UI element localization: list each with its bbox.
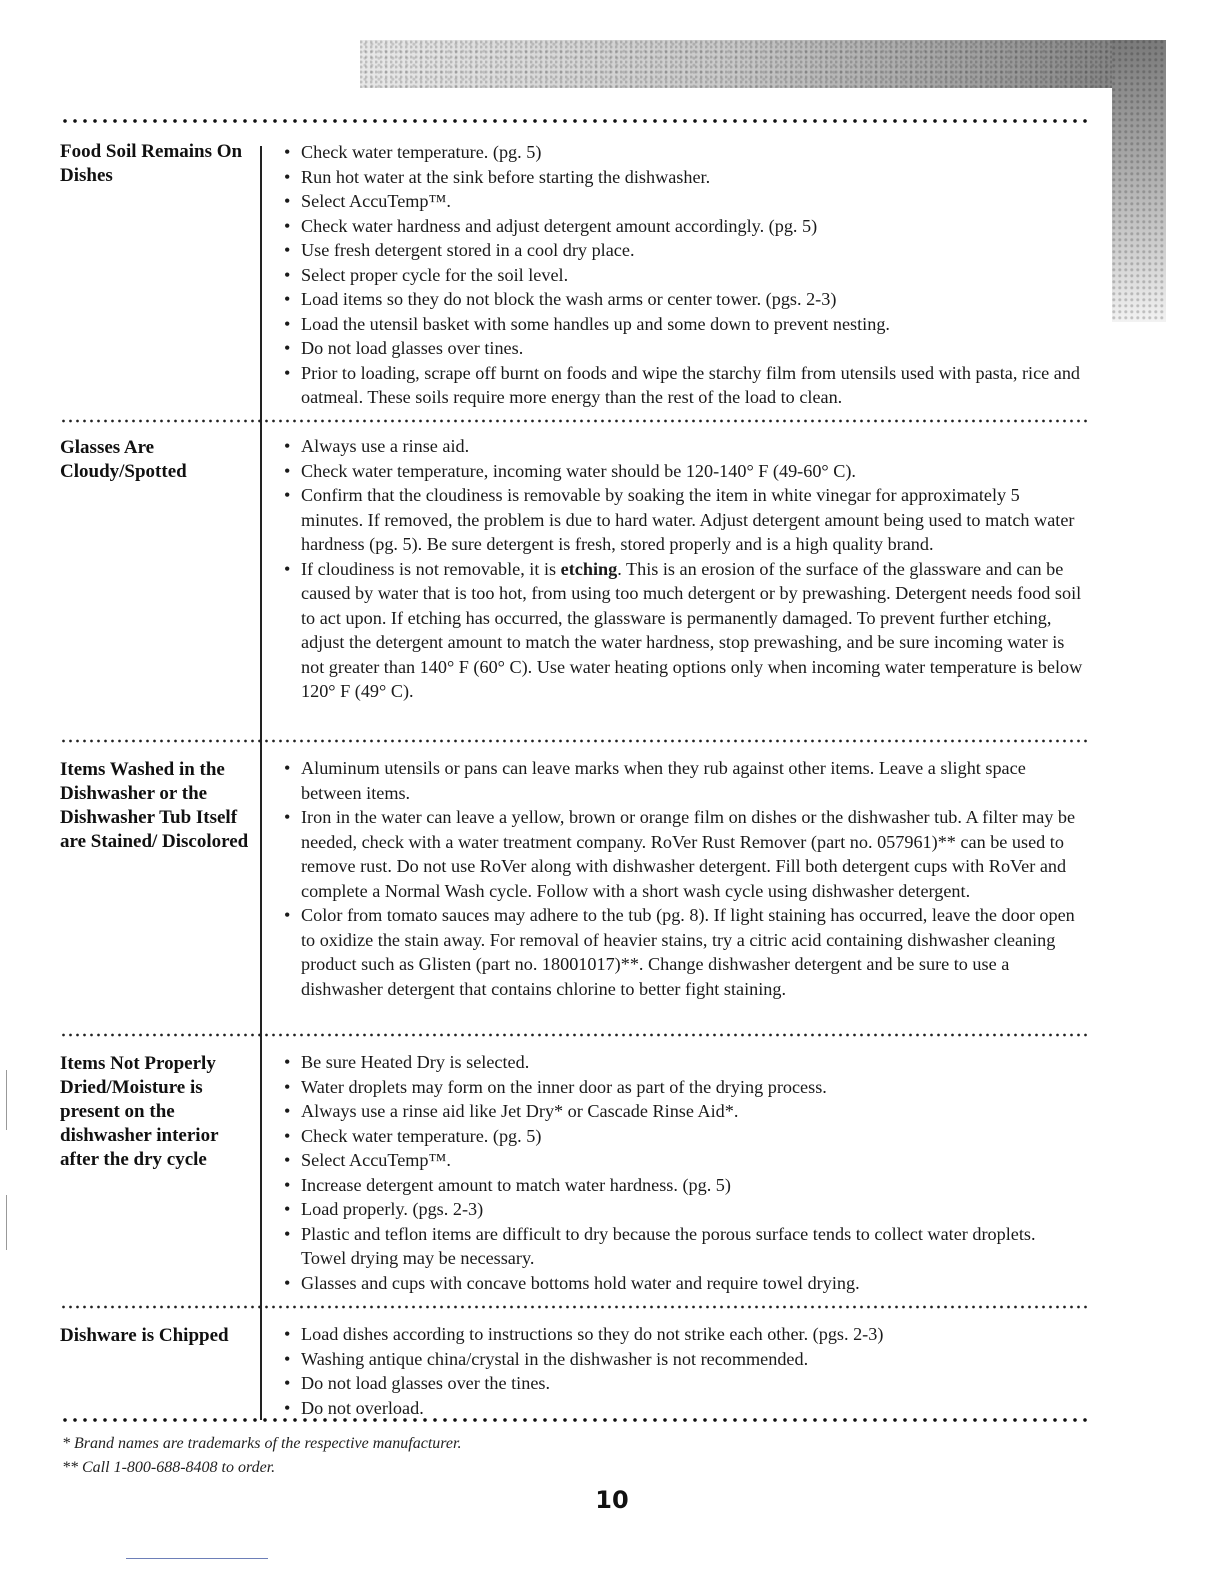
column-divider bbox=[260, 146, 262, 1420]
section-list-glasses-cloudy bbox=[284, 434, 1084, 704]
section-heading-stained-items: Items Washed in the Dishwasher or the Dishwasher Tub Itself are Stained/ Discolored bbox=[60, 759, 249, 852]
section-list-food-soil bbox=[284, 140, 1084, 410]
list-item: • Confirm that the cloudiness is removable by soaking the item in white vinegar for approximately 5 minutes. If removed, the problem is due to hard water. Adjust detergent amount being used to match water hardness (pg. 5). Be sure detergent is fresh, stored properly and is a high quality brand. bbox=[284, 483, 1084, 557]
section-list-not-dried bbox=[284, 1050, 1084, 1295]
footnote-order-phone: ** Call 1-800-688-8408 to order. bbox=[62, 1459, 276, 1476]
list-item: • Always use a rinse aid. bbox=[284, 434, 1084, 459]
list-item: • Load the utensil basket with some handles up and some down to prevent nesting. bbox=[284, 312, 1084, 337]
list-item: • Do not load glasses over the tines. bbox=[284, 1371, 1084, 1396]
bottom-rule bbox=[126, 1558, 268, 1559]
scan-mark bbox=[6, 1070, 7, 1130]
list-item: • Select proper cycle for the soil level. bbox=[284, 263, 1084, 288]
list-item: • Load items so they do not block the wash arms or center tower. (pgs. 2-3) bbox=[284, 287, 1084, 312]
list-item: • Aluminum utensils or pans can leave marks when they rub against other items. Leave a slight space between items. bbox=[284, 756, 1084, 805]
section-heading-glasses-cloudy: Glasses Are Cloudy/Spotted bbox=[60, 437, 187, 482]
section-list-chipped bbox=[284, 1322, 1084, 1420]
list-item: • Check water temperature. (pg. 5) bbox=[284, 140, 1084, 165]
section-divider bbox=[60, 738, 1088, 744]
section-heading-food-soil: Food Soil Remains On Dishes bbox=[60, 141, 243, 186]
section-divider bbox=[60, 1304, 1088, 1310]
list-item: • Check water temperature. (pg. 5) bbox=[284, 1124, 1084, 1149]
list-item: • Run hot water at the sink before starting the dishwasher. bbox=[284, 165, 1084, 190]
list-item: • Select AccuTemp™. bbox=[284, 189, 1084, 214]
list-item: • Load properly. (pgs. 2-3) bbox=[284, 1197, 1084, 1222]
list-item: • Water droplets may form on the inner door as part of the drying process. bbox=[284, 1075, 1084, 1100]
list-item: • Color from tomato sauces may adhere to the tub (pg. 8). If light staining has occurred, leave the door open to oxidize the stain away. For removal of heavier stains, try a citric acid containing dishwasher cleaning product such as Glisten (part no. 18001017)**. Change dishwasher detergent and be sure to use a dishwasher detergent that contains chlorine to better fight staining. bbox=[284, 903, 1084, 1001]
corner-decoration-band bbox=[360, 40, 1166, 88]
list-item: • Prior to loading, scrape off burnt on foods and wipe the starchy film from utensils used with pasta, rice and oatmeal. These soils require more energy than the rest of the load to clean. bbox=[284, 361, 1084, 410]
section-list-stained-items bbox=[284, 756, 1084, 1001]
list-item: • Use fresh detergent stored in a cool dry place. bbox=[284, 238, 1084, 263]
section-heading-not-dried: Items Not Properly Dried/Moisture is present on the dishwasher interior after the dry cycle bbox=[60, 1053, 219, 1170]
list-item-etching bbox=[284, 557, 1084, 704]
list-item: • Do not load glasses over tines. bbox=[284, 336, 1084, 361]
list-item: • Plastic and teflon items are difficult to dry because the porous surface tends to collect water droplets. Towel drying may be necessary. bbox=[284, 1222, 1084, 1271]
etching-text-before: If cloudiness is not removable, it is bbox=[301, 558, 561, 579]
list-item: • Select AccuTemp™. bbox=[284, 1148, 1084, 1173]
list-item: • Do not overload. bbox=[284, 1396, 1084, 1421]
list-item: • Increase detergent amount to match water hardness. (pg. 5) bbox=[284, 1173, 1084, 1198]
scan-mark bbox=[6, 1195, 7, 1250]
list-item: • Check water temperature, incoming water should be 120-140° F (49-60° C). bbox=[284, 459, 1084, 484]
corner-decoration-side bbox=[1112, 40, 1166, 322]
list-item: • Be sure Heated Dry is selected. bbox=[284, 1050, 1084, 1075]
top-dotted-rule bbox=[60, 118, 1088, 124]
list-item: • Always use a rinse aid like Jet Dry* or Cascade Rinse Aid*. bbox=[284, 1099, 1084, 1124]
list-item: • Iron in the water can leave a yellow, brown or orange film on dishes or the dishwasher tub. A filter may be needed, check with a water treatment company. RoVer Rust Remover (part no. 057961)** can be used to remove rust. Do not use RoVer along with dishwasher detergent. Fill both detergent cups with RoVer and complete a Normal Wash cycle. Follow with a short wash cycle using dishwasher detergent. bbox=[284, 805, 1084, 903]
bottom-dotted-rule bbox=[60, 1417, 1088, 1423]
etching-term: etching bbox=[560, 558, 618, 579]
section-divider bbox=[60, 418, 1088, 424]
section-divider bbox=[60, 1032, 1088, 1038]
etching-text-after: . This is an erosion of the surface of the glassware and can be caused by water that is too hot, from using too much detergent or by prewashing. Detergent needs food soil to act upon. If etching has occurred, the glassware is permanently damaged. To prevent further etching, adjust the detergent amount to match the water hardness, stop prewashing, and be sure incoming water is not greater than 140° F (60° C). Use water heating options only when incoming water temperature is below 120° F (49° C). bbox=[301, 558, 1083, 701]
list-item: • Load dishes according to instructions so they do not strike each other. (pgs. 2-3) bbox=[284, 1322, 1084, 1347]
list-item: • Glasses and cups with concave bottoms hold water and require towel drying. bbox=[284, 1271, 1084, 1296]
list-item: • Washing antique china/crystal in the dishwasher is not recommended. bbox=[284, 1347, 1084, 1372]
list-item: • Check water hardness and adjust detergent amount accordingly. (pg. 5) bbox=[284, 214, 1084, 239]
footnote-trademarks: * Brand names are trademarks of the respective manufacturer. bbox=[62, 1435, 462, 1452]
section-heading-chipped: Dishware is Chipped bbox=[60, 1325, 229, 1346]
page-number: 10 bbox=[595, 1486, 629, 1514]
